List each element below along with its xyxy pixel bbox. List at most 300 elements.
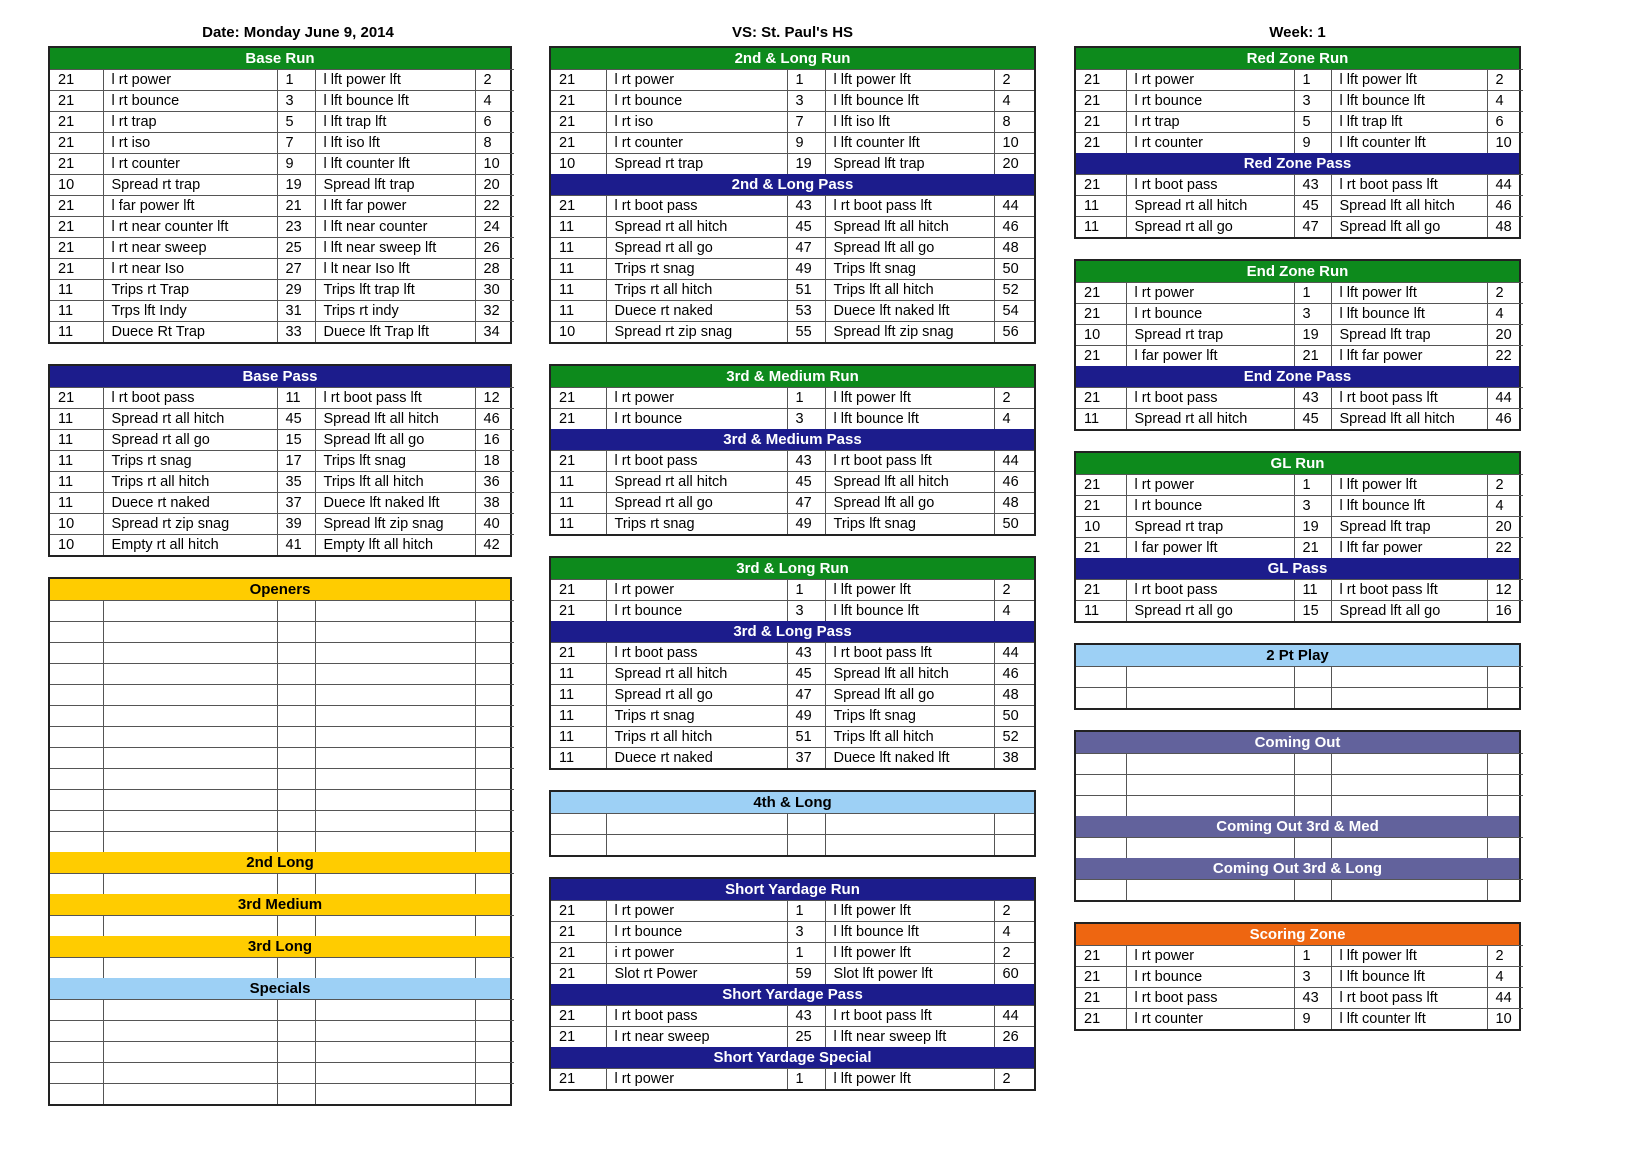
blank-row[interactable] — [50, 643, 514, 664]
table-cell: 46 — [1487, 196, 1523, 217]
blank-cell[interactable] — [50, 622, 103, 643]
blank-cell[interactable] — [277, 916, 315, 937]
table-cell: l rt bounce — [606, 601, 787, 622]
blank-cell[interactable] — [1331, 667, 1487, 688]
table-cell: l lft counter lft — [1331, 1009, 1487, 1030]
blank-row[interactable] — [1076, 688, 1523, 709]
table-cell: l rt bounce — [606, 409, 787, 430]
table-cell: 11 — [277, 388, 315, 409]
play-table — [1076, 174, 1523, 237]
table-cell: Trips lft snag — [825, 259, 994, 280]
blank-cell[interactable] — [825, 835, 994, 856]
blank-cell[interactable] — [103, 622, 277, 643]
table-cell: 3 — [1294, 91, 1331, 112]
blank-cell[interactable] — [50, 685, 103, 706]
blank-cell[interactable] — [475, 1021, 514, 1042]
blank-cell[interactable] — [103, 1021, 277, 1042]
table-cell: l far power lft — [1126, 538, 1294, 559]
blank-row[interactable] — [50, 874, 514, 895]
table-cell: 1 — [787, 1069, 825, 1090]
table-cell: Trips lft all hitch — [825, 727, 994, 748]
table-cell: l lft bounce lft — [315, 91, 475, 112]
table-cell: 1 — [1294, 283, 1331, 304]
play-table — [1076, 666, 1523, 708]
blank-cell[interactable] — [1487, 754, 1523, 775]
blank-cell[interactable] — [315, 832, 475, 853]
table-row — [1076, 283, 1523, 304]
blank-cell[interactable] — [475, 874, 514, 895]
blank-cell[interactable] — [50, 1021, 103, 1042]
blank-cell[interactable] — [787, 835, 825, 856]
blank-cell[interactable] — [475, 769, 514, 790]
blank-cell[interactable] — [277, 1042, 315, 1063]
blank-cell[interactable] — [551, 814, 606, 835]
table-cell: Spread rt zip snag — [103, 514, 277, 535]
table-cell: l lft counter lft — [825, 133, 994, 154]
table-cell: 48 — [994, 493, 1034, 514]
blank-cell[interactable] — [50, 664, 103, 685]
table-cell: Trips lft all hitch — [825, 280, 994, 301]
blank-cell[interactable] — [1126, 688, 1294, 709]
table-cell: 19 — [277, 175, 315, 196]
table-row — [50, 430, 514, 451]
blank-cell[interactable] — [1294, 880, 1331, 901]
blank-row[interactable] — [1076, 754, 1523, 775]
blank-cell[interactable] — [1126, 880, 1294, 901]
blank-cell[interactable] — [475, 1084, 514, 1105]
blank-cell[interactable] — [50, 790, 103, 811]
blank-cell[interactable] — [475, 706, 514, 727]
blank-row[interactable] — [50, 685, 514, 706]
blank-cell[interactable] — [103, 1063, 277, 1084]
table-row — [50, 154, 514, 175]
blank-cell[interactable] — [277, 811, 315, 832]
section-title: 3rd Medium — [50, 894, 510, 915]
table-cell: l lft power lft — [1331, 70, 1487, 91]
blank-cell[interactable] — [825, 814, 994, 835]
blank-cell[interactable] — [475, 916, 514, 937]
blank-row[interactable] — [1076, 775, 1523, 796]
blank-cell[interactable] — [277, 706, 315, 727]
table-cell: l lft bounce lft — [1331, 496, 1487, 517]
table-cell: Trips rt indy — [315, 301, 475, 322]
blank-cell[interactable] — [50, 832, 103, 853]
blank-cell[interactable] — [475, 664, 514, 685]
blank-cell[interactable] — [315, 811, 475, 832]
blank-cell[interactable] — [50, 769, 103, 790]
blank-row[interactable] — [50, 1000, 514, 1021]
blank-cell[interactable] — [277, 1084, 315, 1105]
table-cell: Spread rt all go — [606, 685, 787, 706]
blank-cell[interactable] — [787, 814, 825, 835]
table-cell: 45 — [1294, 409, 1331, 430]
blank-cell[interactable] — [475, 1000, 514, 1021]
blank-cell[interactable] — [475, 748, 514, 769]
blank-cell[interactable] — [1126, 667, 1294, 688]
table-cell: 41 — [277, 535, 315, 556]
blank-cell[interactable] — [475, 643, 514, 664]
blank-cell[interactable] — [103, 1042, 277, 1063]
blank-cell[interactable] — [277, 958, 315, 979]
table-cell: 45 — [277, 409, 315, 430]
blank-row[interactable] — [50, 769, 514, 790]
blank-cell[interactable] — [475, 1042, 514, 1063]
table-cell: 44 — [1487, 988, 1523, 1009]
blank-cell[interactable] — [315, 1063, 475, 1084]
table-cell: 3 — [1294, 496, 1331, 517]
play-block — [48, 364, 512, 557]
section-title: 2nd & Long Run — [551, 48, 1034, 69]
table-cell: l lft bounce lft — [825, 91, 994, 112]
blank-cell[interactable] — [315, 1000, 475, 1021]
blank-cell[interactable] — [475, 622, 514, 643]
table-cell: 11 — [551, 685, 606, 706]
table-row — [1076, 967, 1523, 988]
table-cell: 1 — [1294, 70, 1331, 91]
blank-cell[interactable] — [277, 874, 315, 895]
blank-cell[interactable] — [606, 835, 787, 856]
blank-cell[interactable] — [1331, 796, 1487, 817]
blank-row[interactable] — [551, 835, 1034, 856]
blank-cell[interactable] — [103, 1084, 277, 1105]
table-cell: 49 — [787, 706, 825, 727]
blank-cell[interactable] — [50, 643, 103, 664]
blank-cell[interactable] — [50, 1063, 103, 1084]
blank-cell[interactable] — [315, 769, 475, 790]
table-cell: 22 — [475, 196, 514, 217]
blank-cell[interactable] — [103, 811, 277, 832]
section-title: Specials — [50, 978, 510, 999]
blank-row[interactable] — [1076, 880, 1523, 901]
table-row — [1076, 91, 1523, 112]
blank-cell[interactable] — [50, 706, 103, 727]
table-cell: 2 — [1487, 475, 1523, 496]
blank-cell[interactable] — [1076, 688, 1126, 709]
blank-cell[interactable] — [103, 685, 277, 706]
table-row — [551, 943, 1034, 964]
table-cell: 20 — [994, 154, 1034, 175]
blank-cell[interactable] — [103, 769, 277, 790]
table-cell: l lft bounce lft — [1331, 967, 1487, 988]
blank-cell[interactable] — [50, 874, 103, 895]
blank-cell[interactable] — [1126, 754, 1294, 775]
play-block — [1074, 259, 1521, 431]
blank-cell[interactable] — [1294, 775, 1331, 796]
table-cell: Spread lft zip snag — [315, 514, 475, 535]
table-cell: 20 — [1487, 325, 1523, 346]
table-row — [551, 643, 1034, 664]
table-row — [50, 409, 514, 430]
blank-row[interactable] — [50, 832, 514, 853]
blank-row[interactable] — [50, 1042, 514, 1063]
table-cell: l rt trap — [1126, 112, 1294, 133]
blank-cell[interactable] — [50, 748, 103, 769]
blank-cell[interactable] — [551, 835, 606, 856]
blank-cell[interactable] — [277, 1063, 315, 1084]
table-cell: l rt counter — [1126, 1009, 1294, 1030]
table-cell: Trips lft all hitch — [315, 472, 475, 493]
table-cell: 27 — [277, 259, 315, 280]
blank-cell[interactable] — [277, 769, 315, 790]
blank-row[interactable] — [50, 1063, 514, 1084]
table-cell: Spread rt all hitch — [606, 217, 787, 238]
blank-cell[interactable] — [315, 874, 475, 895]
blank-cell[interactable] — [475, 1063, 514, 1084]
blank-cell[interactable] — [475, 958, 514, 979]
blank-row[interactable] — [50, 916, 514, 937]
blank-cell[interactable] — [50, 1042, 103, 1063]
blank-cell[interactable] — [103, 664, 277, 685]
table-cell: Trips rt snag — [606, 706, 787, 727]
section-title: Red Zone Pass — [1076, 153, 1519, 174]
blank-cell[interactable] — [1076, 667, 1126, 688]
table-cell: Spread rt all go — [606, 238, 787, 259]
blank-cell[interactable] — [277, 601, 315, 622]
table-cell: l rt boot pass lft — [825, 451, 994, 472]
table-cell: l rt boot pass — [606, 1006, 787, 1027]
blank-cell[interactable] — [1076, 838, 1126, 859]
blank-cell[interactable] — [606, 814, 787, 835]
table-cell: 8 — [994, 112, 1034, 133]
table-row — [50, 112, 514, 133]
table-cell: l rt boot pass — [1126, 580, 1294, 601]
table-row — [551, 601, 1034, 622]
table-cell: 1 — [1294, 475, 1331, 496]
table-cell: l rt power — [1126, 946, 1294, 967]
column-3 — [1074, 46, 1521, 1051]
blank-cell[interactable] — [50, 1000, 103, 1021]
blank-cell[interactable] — [315, 727, 475, 748]
blank-cell[interactable] — [1331, 880, 1487, 901]
table-cell: l rt boot pass lft — [825, 196, 994, 217]
blank-cell[interactable] — [277, 727, 315, 748]
blank-cell[interactable] — [1331, 754, 1487, 775]
blank-row[interactable] — [1076, 667, 1523, 688]
table-row — [551, 580, 1034, 601]
blank-cell[interactable] — [315, 1021, 475, 1042]
blank-cell[interactable] — [103, 832, 277, 853]
blank-cell[interactable] — [1294, 796, 1331, 817]
table-cell: 3 — [1294, 304, 1331, 325]
blank-cell[interactable] — [1126, 796, 1294, 817]
blank-cell[interactable] — [475, 790, 514, 811]
table-cell: l rt iso — [606, 112, 787, 133]
blank-cell[interactable] — [315, 601, 475, 622]
blank-cell[interactable] — [103, 727, 277, 748]
blank-cell[interactable] — [315, 748, 475, 769]
blank-cell[interactable] — [103, 706, 277, 727]
table-cell: 26 — [994, 1027, 1034, 1048]
blank-cell[interactable] — [315, 706, 475, 727]
blank-row[interactable] — [50, 1084, 514, 1105]
blank-cell[interactable] — [277, 832, 315, 853]
table-row — [50, 388, 514, 409]
table-cell: 51 — [787, 280, 825, 301]
table-cell: l rt boot pass lft — [1331, 580, 1487, 601]
blank-row[interactable] — [50, 664, 514, 685]
blank-cell[interactable] — [315, 1084, 475, 1105]
blank-cell[interactable] — [277, 622, 315, 643]
blank-cell[interactable] — [103, 916, 277, 937]
table-cell: Spread lft all hitch — [825, 664, 994, 685]
blank-cell[interactable] — [1487, 688, 1523, 709]
blank-cell[interactable] — [1076, 880, 1126, 901]
blank-cell[interactable] — [315, 958, 475, 979]
table-cell: 21 — [551, 964, 606, 985]
blank-cell[interactable] — [50, 727, 103, 748]
table-cell: 18 — [475, 451, 514, 472]
table-cell: l rt power — [606, 1069, 787, 1090]
table-cell: 47 — [1294, 217, 1331, 238]
table-row — [1076, 475, 1523, 496]
section-title: 2nd & Long Pass — [551, 174, 1034, 195]
blank-cell[interactable] — [475, 601, 514, 622]
table-cell: 10 — [475, 154, 514, 175]
blank-cell[interactable] — [1294, 754, 1331, 775]
blank-cell[interactable] — [277, 664, 315, 685]
section-title: Coming Out 3rd & Long — [1076, 858, 1519, 879]
blank-cell[interactable] — [315, 622, 475, 643]
blank-cell[interactable] — [475, 811, 514, 832]
blank-cell[interactable] — [1487, 667, 1523, 688]
table-cell: Spread lft all go — [825, 685, 994, 706]
blank-cell[interactable] — [315, 664, 475, 685]
table-cell: l lft power lft — [825, 388, 994, 409]
table-cell: 11 — [551, 301, 606, 322]
table-cell: Spread rt all hitch — [1126, 196, 1294, 217]
table-cell: 21 — [50, 259, 103, 280]
blank-row[interactable] — [50, 748, 514, 769]
blank-row[interactable] — [50, 727, 514, 748]
blank-cell[interactable] — [475, 832, 514, 853]
table-cell: 31 — [277, 301, 315, 322]
table-cell: 11 — [551, 748, 606, 769]
play-table — [50, 915, 514, 936]
blank-row[interactable] — [50, 601, 514, 622]
blank-cell[interactable] — [1487, 880, 1523, 901]
play-table — [50, 387, 514, 555]
play-table — [551, 387, 1034, 429]
table-cell: Spread lft all hitch — [1331, 196, 1487, 217]
blank-cell[interactable] — [1331, 775, 1487, 796]
blank-cell[interactable] — [1294, 667, 1331, 688]
blank-cell[interactable] — [50, 1084, 103, 1105]
blank-cell[interactable] — [103, 748, 277, 769]
table-cell: 15 — [277, 430, 315, 451]
blank-cell[interactable] — [277, 748, 315, 769]
table-cell: Spread lft all hitch — [825, 217, 994, 238]
blank-row[interactable] — [50, 622, 514, 643]
blank-cell[interactable] — [50, 811, 103, 832]
table-cell: 21 — [1076, 91, 1126, 112]
blank-cell[interactable] — [475, 727, 514, 748]
blank-cell[interactable] — [475, 685, 514, 706]
blank-cell[interactable] — [1076, 775, 1126, 796]
table-cell: 21 — [551, 922, 606, 943]
table-cell: 21 — [1294, 538, 1331, 559]
section-title: Base Run — [50, 48, 510, 69]
blank-cell[interactable] — [1126, 838, 1294, 859]
blank-cell[interactable] — [1487, 775, 1523, 796]
blank-cell[interactable] — [50, 601, 103, 622]
blank-cell[interactable] — [1294, 838, 1331, 859]
blank-cell[interactable] — [1294, 688, 1331, 709]
table-cell: Duece lft naked lft — [315, 493, 475, 514]
table-cell: l lft near counter — [315, 217, 475, 238]
table-cell: 10 — [551, 154, 606, 175]
blank-cell[interactable] — [50, 958, 103, 979]
blank-cell[interactable] — [1126, 775, 1294, 796]
table-cell: 11 — [1076, 601, 1126, 622]
blank-cell[interactable] — [103, 874, 277, 895]
table-cell: 21 — [551, 388, 606, 409]
blank-row[interactable] — [1076, 796, 1523, 817]
table-row — [1076, 346, 1523, 367]
blank-cell[interactable] — [1331, 838, 1487, 859]
blank-cell[interactable] — [1487, 838, 1523, 859]
table-cell: 56 — [994, 322, 1034, 343]
table-cell: 4 — [1487, 91, 1523, 112]
blank-cell[interactable] — [277, 1021, 315, 1042]
blank-cell[interactable] — [103, 601, 277, 622]
table-cell: 12 — [1487, 580, 1523, 601]
blank-cell[interactable] — [50, 916, 103, 937]
blank-cell[interactable] — [315, 685, 475, 706]
blank-cell[interactable] — [315, 1042, 475, 1063]
blank-cell[interactable] — [277, 685, 315, 706]
blank-row[interactable] — [50, 811, 514, 832]
blank-row[interactable] — [50, 790, 514, 811]
blank-row[interactable] — [50, 958, 514, 979]
table-cell: 3 — [787, 601, 825, 622]
blank-cell[interactable] — [1331, 688, 1487, 709]
blank-cell[interactable] — [103, 958, 277, 979]
table-cell: Spread rt trap — [1126, 517, 1294, 538]
blank-row[interactable] — [551, 814, 1034, 835]
table-cell: l lft bounce lft — [825, 409, 994, 430]
blank-cell[interactable] — [994, 814, 1034, 835]
blank-row[interactable] — [1076, 838, 1523, 859]
table-cell: 46 — [994, 472, 1034, 493]
blank-cell[interactable] — [103, 790, 277, 811]
blank-cell[interactable] — [315, 643, 475, 664]
blank-cell[interactable] — [277, 1000, 315, 1021]
blank-cell[interactable] — [994, 835, 1034, 856]
blank-cell[interactable] — [277, 643, 315, 664]
blank-cell[interactable] — [1076, 754, 1126, 775]
table-cell: l rt boot pass lft — [1331, 988, 1487, 1009]
table-cell: 3 — [787, 922, 825, 943]
table-row — [50, 301, 514, 322]
blank-cell[interactable] — [1076, 796, 1126, 817]
blank-cell[interactable] — [315, 790, 475, 811]
blank-cell[interactable] — [315, 916, 475, 937]
table-cell: 37 — [787, 748, 825, 769]
blank-row[interactable] — [50, 1021, 514, 1042]
play-table — [551, 69, 1034, 174]
blank-row[interactable] — [50, 706, 514, 727]
table-cell: Spread lft trap — [315, 175, 475, 196]
table-cell: Slot rt Power — [606, 964, 787, 985]
blank-cell[interactable] — [1487, 796, 1523, 817]
play-table — [1076, 945, 1523, 1029]
blank-cell[interactable] — [103, 1000, 277, 1021]
table-cell: 4 — [994, 91, 1034, 112]
blank-cell[interactable] — [277, 790, 315, 811]
table-cell: 2 — [994, 388, 1034, 409]
blank-cell[interactable] — [103, 643, 277, 664]
table-row — [50, 535, 514, 556]
